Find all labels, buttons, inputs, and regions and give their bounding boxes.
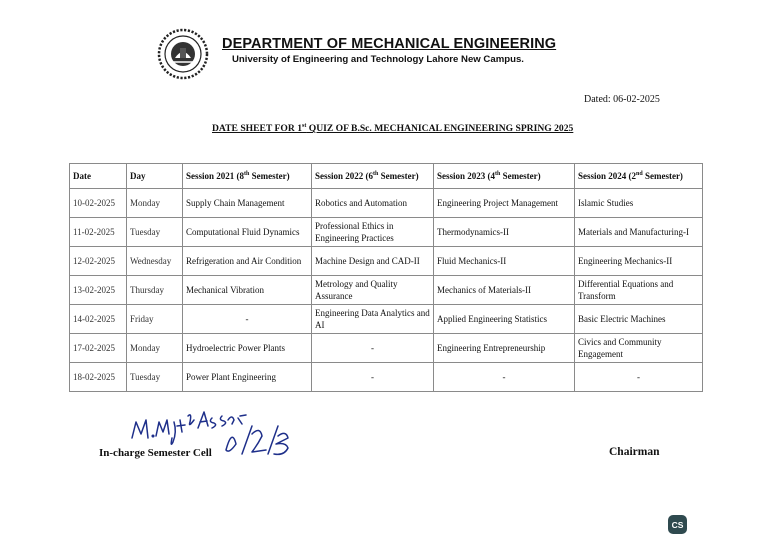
- column-header-date: Date: [70, 164, 127, 189]
- session-2024-cell: Basic Electric Machines: [575, 305, 703, 334]
- session-2022-cell: -: [312, 334, 434, 363]
- column-header-session-2022: Session 2022 (6th Semester): [312, 164, 434, 189]
- session-2021-cell: -: [183, 305, 312, 334]
- date-cell: 12-02-2025: [70, 247, 127, 276]
- session-2024-cell: Civics and Community Engagement: [575, 334, 703, 363]
- table-body: [70, 189, 703, 392]
- session-2021-cell: Mechanical Vibration: [183, 276, 312, 305]
- session-2022-cell: -: [312, 363, 434, 392]
- session-2023-cell: Applied Engineering Statistics: [434, 305, 575, 334]
- column-header-session-2021: Session 2021 (8th Semester): [183, 164, 312, 189]
- date-cell: 18-02-2025: [70, 363, 127, 392]
- table-row: [70, 218, 703, 247]
- day-cell: Tuesday: [127, 363, 183, 392]
- table-row: [70, 276, 703, 305]
- university-subtitle: University of Engineering and Technology Lahore New Campus.: [232, 54, 524, 65]
- day-cell: Tuesday: [127, 218, 183, 247]
- session-2024-cell: Materials and Manufacturing-I: [575, 218, 703, 247]
- date-cell: 13-02-2025: [70, 276, 127, 305]
- session-2021-cell: Hydroelectric Power Plants: [183, 334, 312, 363]
- table-row: [70, 305, 703, 334]
- table-row: [70, 334, 703, 363]
- camscanner-badge-icon: CS: [668, 515, 687, 534]
- day-cell: Monday: [127, 189, 183, 218]
- session-2021-cell: Refrigeration and Air Condition: [183, 247, 312, 276]
- date-cell: 11-02-2025: [70, 218, 127, 247]
- column-header-day: Day: [127, 164, 183, 189]
- session-2024-cell: Differential Equations and Transform: [575, 276, 703, 305]
- table-header-row: [70, 164, 703, 189]
- session-2022-cell: Machine Design and CAD-II: [312, 247, 434, 276]
- table-row: [70, 247, 703, 276]
- day-cell: Monday: [127, 334, 183, 363]
- session-2021-cell: Computational Fluid Dynamics: [183, 218, 312, 247]
- dated-text: Dated: 06-02-2025: [584, 94, 660, 105]
- table-row: [70, 189, 703, 218]
- day-cell: Thursday: [127, 276, 183, 305]
- session-2022-cell: Professional Ethics in Engineering Practices: [312, 218, 434, 247]
- session-2023-cell: Thermodynamics-II: [434, 218, 575, 247]
- session-2023-cell: Engineering Project Management: [434, 189, 575, 218]
- session-2022-cell: Metrology and Quality Assurance: [312, 276, 434, 305]
- date-cell: 17-02-2025: [70, 334, 127, 363]
- date-sheet-title: DATE SHEET FOR 1st QUIZ OF B.Sc. MECHANICAL ENGINEERING SPRING 2025: [212, 122, 574, 134]
- date-sheet-table: [69, 163, 703, 392]
- session-2022-cell: Engineering Data Analytics and AI: [312, 305, 434, 334]
- department-title: DEPARTMENT OF MECHANICAL ENGINEERING: [222, 36, 557, 52]
- column-header-session-2024: Session 2024 (2nd Semester): [575, 164, 703, 189]
- date-cell: 10-02-2025: [70, 189, 127, 218]
- session-2021-cell: Supply Chain Management: [183, 189, 312, 218]
- table-row: [70, 363, 703, 392]
- date-cell: 14-02-2025: [70, 305, 127, 334]
- session-2023-cell: Fluid Mechanics-II: [434, 247, 575, 276]
- incharge-label: In-charge Semester Cell: [99, 447, 212, 459]
- session-2024-cell: -: [575, 363, 703, 392]
- column-header-session-2023: Session 2023 (4th Semester): [434, 164, 575, 189]
- session-2024-cell: Engineering Mechanics-II: [575, 247, 703, 276]
- chairman-label: Chairman: [609, 446, 660, 458]
- session-2023-cell: Engineering Entrepreneurship: [434, 334, 575, 363]
- session-2022-cell: Robotics and Automation: [312, 189, 434, 218]
- uet-logo-icon: [157, 28, 209, 80]
- session-2023-cell: -: [434, 363, 575, 392]
- day-cell: Wednesday: [127, 247, 183, 276]
- session-2024-cell: Islamic Studies: [575, 189, 703, 218]
- day-cell: Friday: [127, 305, 183, 334]
- session-2021-cell: Power Plant Engineering: [183, 363, 312, 392]
- session-2023-cell: Mechanics of Materials-II: [434, 276, 575, 305]
